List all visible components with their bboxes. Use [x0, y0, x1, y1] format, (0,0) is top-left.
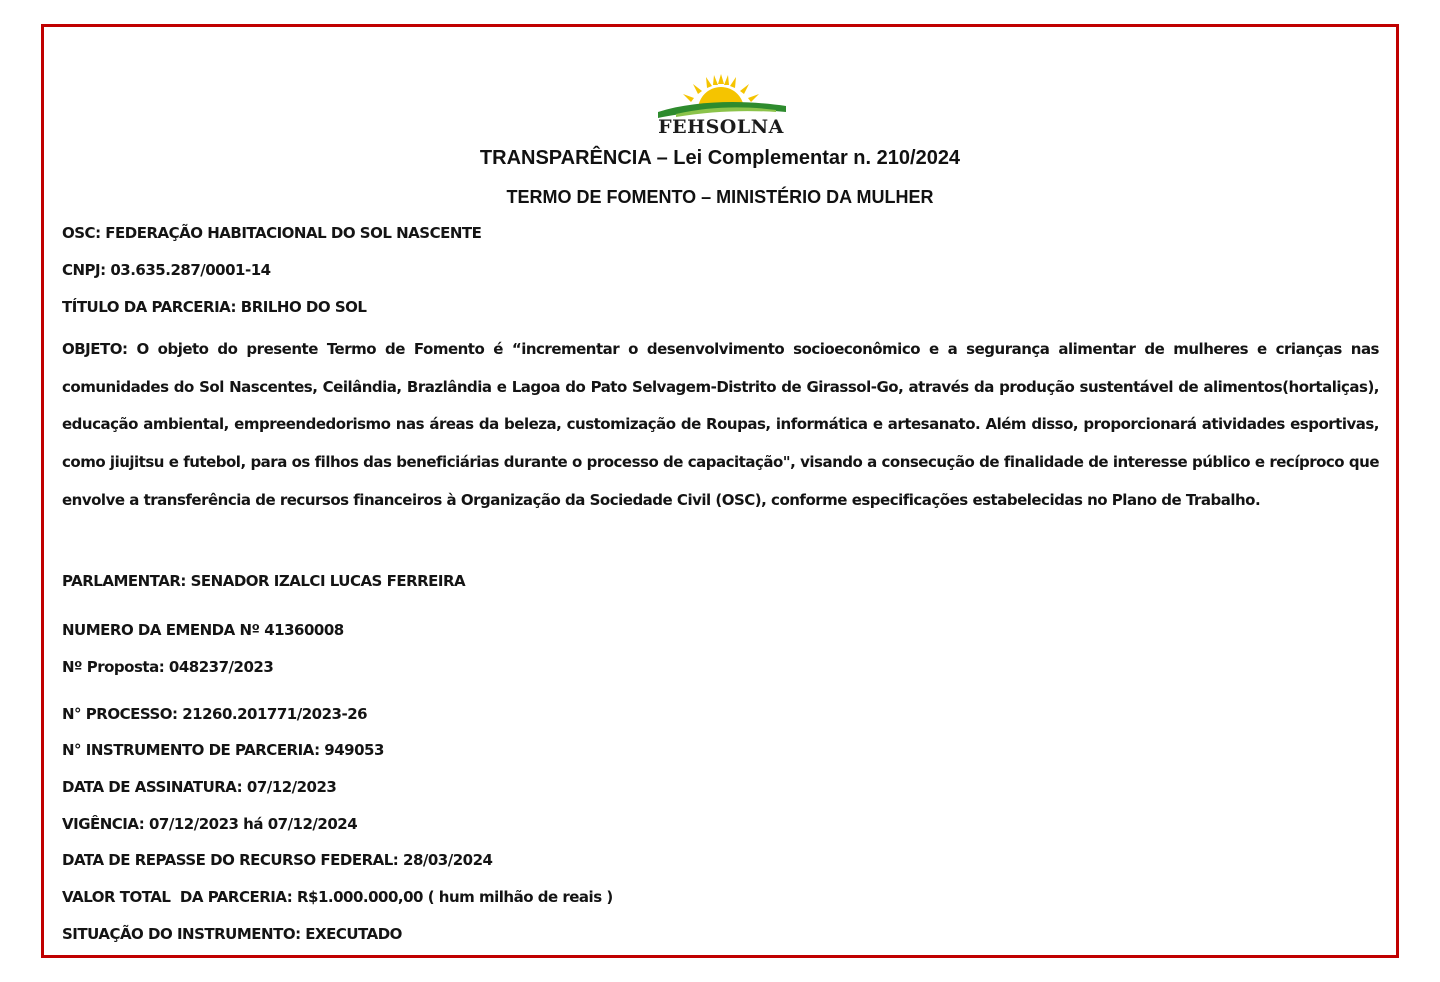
- instrument-number-field: N° INSTRUMENTO DE PARCERIA: 949053: [62, 741, 384, 759]
- logo-text: FEHSOLNA: [658, 116, 784, 138]
- signature-date-field: DATA DE ASSINATURA: 07/12/2023: [62, 778, 337, 796]
- osc-field: OSC: FEDERAÇÃO HABITACIONAL DO SOL NASCENTE: [62, 224, 482, 242]
- fehsolna-logo: [636, 70, 806, 138]
- page-subtitle: TERMO DE FOMENTO – MINISTÉRIO DA MULHER: [506, 187, 934, 207]
- page-title: TRANSPARÊNCIA – Lei Complementar n. 210/2024: [479, 147, 961, 169]
- cnpj-field: CNPJ: 03.635.287/0001-14: [62, 261, 271, 279]
- total-value-field: VALOR TOTAL DA PARCERIA: R$1.000.000,00 ( hum milhão de reais ): [62, 888, 613, 906]
- partnership-title-field: TÍTULO DA PARCERIA: BRILHO DO SOL: [62, 298, 367, 316]
- process-number-field: N° PROCESSO: 21260.201771/2023-26: [62, 705, 368, 723]
- validity-field: VIGÊNCIA: 07/12/2023 há 07/12/2024: [62, 815, 358, 833]
- parliamentarian-field: PARLAMENTAR: SENADOR IZALCI LUCAS FERREIRA: [62, 572, 466, 590]
- transfer-date-field: DATA DE REPASSE DO RECURSO FEDERAL: 28/03/2024: [62, 851, 493, 869]
- proposal-number-field: Nº Proposta: 048237/2023: [62, 658, 274, 676]
- amendment-number-field: NUMERO DA EMENDA Nº 41360008: [62, 621, 344, 639]
- object-paragraph: OBJETO: O objeto do presente Termo de Fomento é “incrementar o desenvolvimento socioeconômico e a segurança alimentar de mulheres e crianças nas comunidades do Sol Nascentes, Ceilândia, Brazlândia e Lagoa do Pato Selvagem-Distrito de Girassol-Go, através da produção sustentável de alimentos(hortaliças), educação ambiental, empreendedorismo nas áreas da beleza, customização de Roupas, informática e artesanato. Além disso, proporcionará atividades esportivas, como jiujitsu e futebol, para os filhos das beneficiárias durante o processo de capacitação", visando a consecução de finalidade de interesse público e recíproco que envolve a transferência de recursos financeiros à Organização da Sociedade Civil (OSC), conforme especificações estabelecidas no Plano de Trabalho.: [62, 340, 1379, 509]
- instrument-status-field: SITUAÇÃO DO INSTRUMENTO: EXECUTADO: [62, 925, 402, 943]
